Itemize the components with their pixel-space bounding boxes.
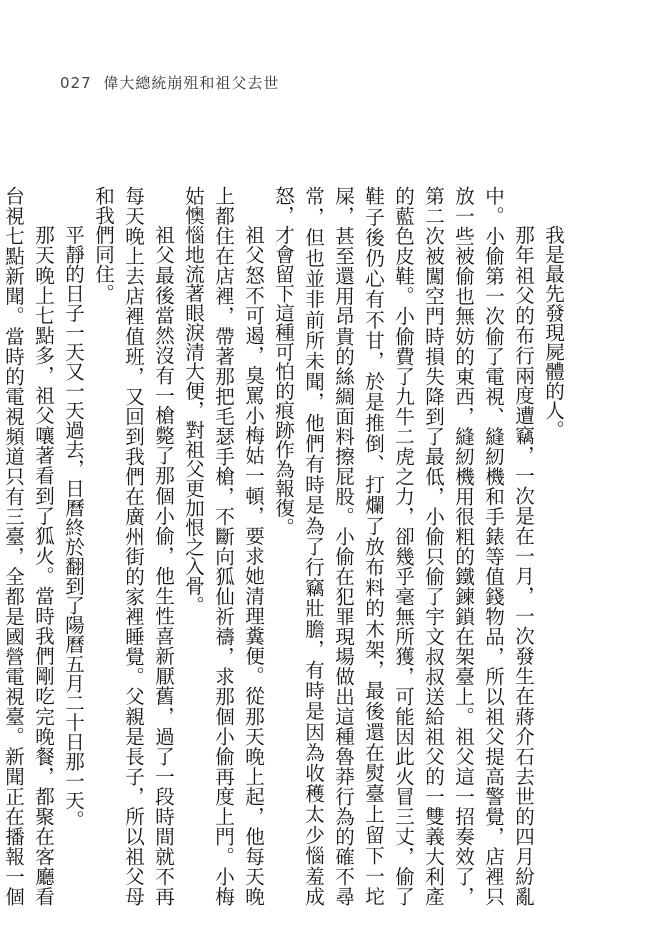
paragraph: 祖父怒不可遏，臭罵小梅姑一頓，要求她清理糞便。從那天晚上起，他每天晚上都住在店裡，帶著那把毛瑟手槍，不斷向狐仙祈禱，求那個小偷再度上門。小梅姑懊惱地流著眼淚清大便，對祖父更加恨之入骨。: [182, 186, 265, 906]
paragraph: 那年祖父的布行兩度遭竊，一次是在一月，一次發生在蔣介石去世的四月紛亂中。小偷第一次偷了電視、縫紉機和手錶等值錢物品，所以祖父提高警覺，店裡只放一些被偷也無妨的東西，縫紉機用很粗的鐵鍊鎖在架臺上。祖父這一招奏效了，第二次被闖空門時損失降到了最低，小偷只偷了宇文叔叔送給祖父的一雙義大利產的藍色皮鞋。小偷費了九牛二虎之力，卻幾乎毫無所獲，可能因此火冒三丈，偷了鞋子後仍心有不甘，於是推倒、打爛了放布料的木架，最後還在熨臺上留下一坨屎，甚至還用昂貴的絲綢面料擦屁股。小偷在犯罪現場做出這種魯莽行為的確不尋常，但也並非前所未聞，他們有時是為了行竊壯膽，有時是因為收穫太少惱羞成怒，才會留下這種可怕的痕跡作為報復。: [272, 186, 535, 906]
paragraph: 祖父最後當然沒有一槍斃了那個小偷，他生性喜新厭舊，過了一段時間就不再每天晚上去店裡值班，又回到我們在廣州街的家裡睡覺。父親是長子，所以祖父母和我們同住。: [92, 186, 175, 906]
paragraph: 我是最先發現屍體的人。: [542, 225, 565, 440]
body-text: [2, 186, 568, 906]
chapter-title: 偉大總統崩殂和祖父去世: [103, 74, 280, 92]
page-number: 027: [60, 74, 92, 92]
paragraph: 那天晚上七點多，祖父嚷著看到了狐火。當時我們剛吃完晚餐，都聚在客廳看台視七點新聞。當時的電視頻道只有三臺，全都是國營電視臺。新聞正在播報一個: [2, 186, 55, 906]
running-header: [60, 72, 279, 93]
paragraph: 平靜的日子一天又一天過去，日曆終於翻到了陽曆五月二十日那一天。: [62, 225, 85, 830]
